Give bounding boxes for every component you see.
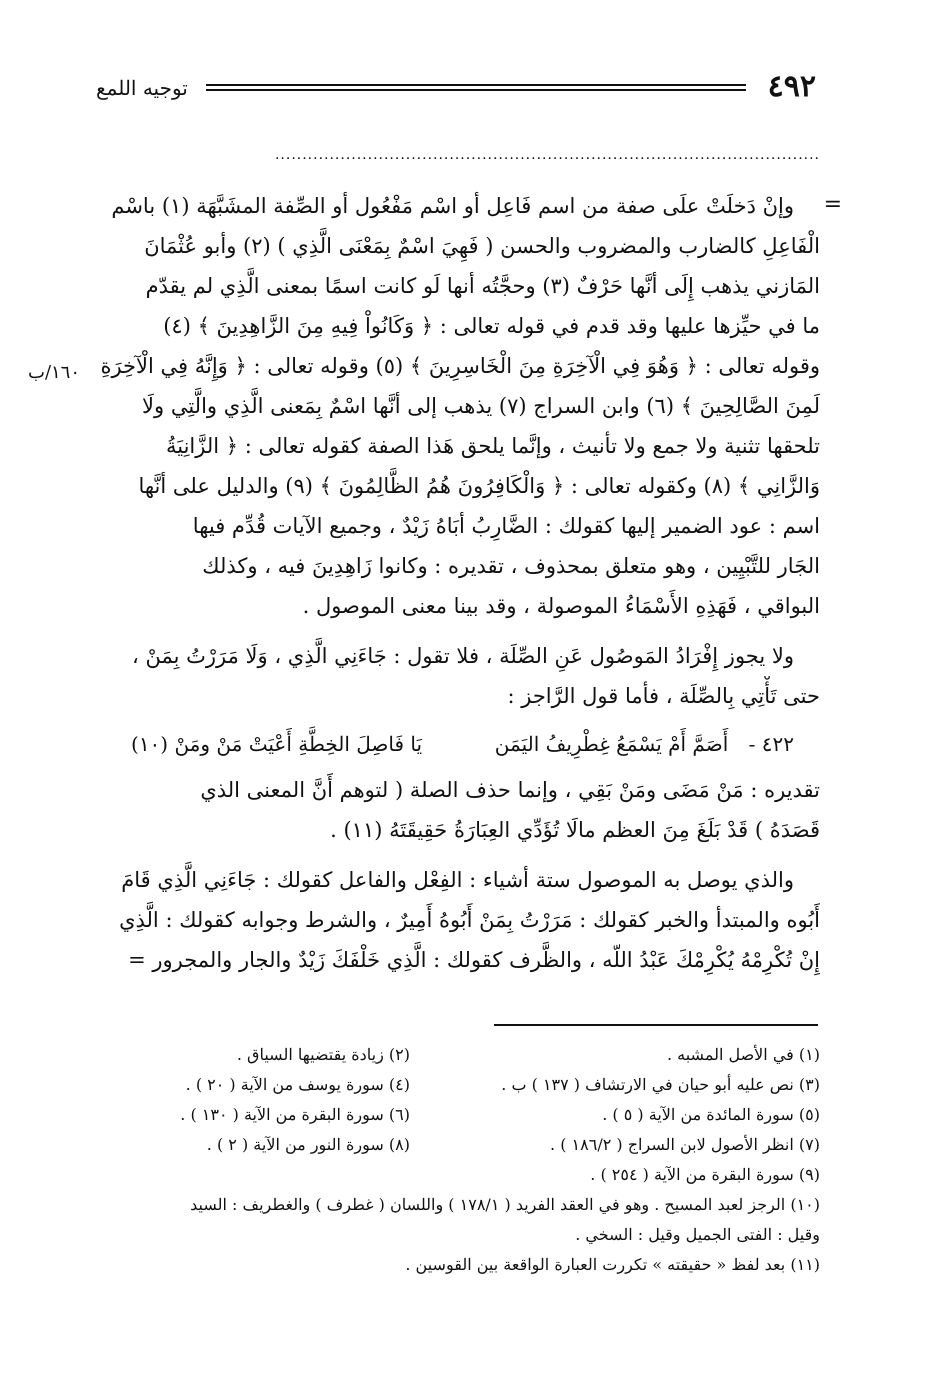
footnote: (٤) سورة يوسف من الآية ( ٢٠ ) .	[185, 1075, 410, 1094]
footnote-row	[104, 1070, 820, 1100]
text-line: الجَار للتَّبْيِين ، وهو متعلق بمحذوف ، تقديره : وكانوا زَاهِدِينَ فيه ، وكذلك	[202, 554, 820, 578]
footnotes	[104, 1040, 820, 1280]
header-rule	[206, 84, 746, 91]
text-line: إِنْ تُكْرِمْهُ يُكْرِمْكَ عَبْدُ اللّه ، والظَّرف كقولك : الَّذِي خَلْفَكَ زَيْدٌ والجار والمجرور =	[128, 948, 820, 972]
paragraph-1	[100, 186, 820, 626]
running-title: توجيه اللمع	[96, 76, 188, 100]
main-text	[100, 186, 820, 990]
footnote-separator	[494, 1024, 818, 1026]
verse-hemistich-second: يَا فَاصِلَ الخِطَّةِ أَعْيَتْ مَنْ ومَنْ (١٠)	[131, 732, 423, 756]
text-line: تلحقها تثنية ولا جمع ولا تأنيث ، وإنَّما يلحق هَذا الصفة كقوله تعالى : ﴿ الزَّانِيَةُ	[165, 434, 820, 458]
paragraph-3	[100, 770, 820, 850]
text-line: حتى تَأْتِي بِالصِّلَة ، فأما قول الرَّاجز :	[507, 684, 820, 708]
page-number: ٤٩٢	[767, 69, 816, 104]
text-line: البواقي ، فَهَذِهِ الأَسْمَاءُ الموصولة ، وقد بينا معنى الموصول .	[302, 594, 820, 618]
text-line: ولا يجوز إِفْرَادُ المَوصُول عَنِ الصِّلَة ، فلا تقول : جَاءَنِي الَّذِي ، وَلَا مَرَرْتُ بِمَنْ ،	[132, 644, 794, 668]
verse-number: ٤٢٢ -	[748, 732, 794, 756]
footnote-row	[104, 1040, 820, 1070]
text-line: والذي يوصل به الموصول ستة أشياء : الفِعْل والفاعل كقولك : جَاءَنِي الَّذِي قَامَ	[121, 868, 794, 892]
footnote-continuation: وقيل : الفتى الجميل وقيل : السخي .	[575, 1225, 820, 1244]
footnote: (٣) نص عليه أبو حيان في الارتشاف ( ١٣٧ ) ب .	[501, 1075, 820, 1094]
text-line: اسم : عود الضمير إليها كقولك : الضَّارِبُ أبَاهُ زَيْدٌ ، وجميع الآيات قُدِّم فيها	[192, 514, 820, 538]
footnote-row	[104, 1100, 820, 1130]
footnote: (٢) زيادة يقتضيها السياق .	[236, 1045, 410, 1064]
verse-hemistich-first: أَصَمَّ أَمْ يَسْمَعُ غِطْرِيفُ اليَمَن	[494, 732, 729, 756]
footnote: (٩) سورة البقرة من الآية ( ٢٥٤ ) .	[590, 1165, 820, 1184]
text-line: وإنْ دَخلَتْ علَى صفة من اسم فَاعِل أو اسْم مَفْعُول أو الصِّفة المشَبَّهَة (١) باسْم	[111, 194, 794, 218]
paragraph-4	[100, 860, 820, 980]
text-line: أَبُوه والمبتدأ والخبر كقولك : مَرَرْتُ بِمَنْ أَبُوهُ أَمِيرٌ ، والشرط وجوابه كقولك : الَّذِي	[119, 908, 820, 932]
footnote-row	[104, 1130, 820, 1160]
text-line: وقوله تعالى : ﴿ وَهُوَ فِي الْآخِرَةِ مِنَ الْخَاسِرِينَ ﴾ (٥) وقوله تعالى : ﴿ وَإِنَّهُ فِي الْآخِرَةِ	[100, 354, 820, 378]
text-line: تقديره : مَنْ مَضَى ومَنْ بَقِي ، وإنما حذف الصلة ( لتوهم أَنَّ المعنى الذي	[200, 778, 820, 802]
text-line: ما في حيِّزها عليها وقد قدم في قوله تعالى : ﴿ وَكَانُواْ فِيهِ مِنَ الزَّاهِدِينَ ﴾ (٤)	[163, 314, 820, 338]
continuation-marker: =	[823, 192, 842, 217]
manuscript-folio-note: ١٦٠/ب	[28, 362, 81, 383]
poetry-verse	[100, 726, 820, 762]
text-line: الْفَاعِلِ كالضارب والمضروب والحسن ( فَهِيَ اسْمٌ بِمَعْنَى الَّذِي ) (٢) وأبو عُثْمَانَ	[144, 234, 820, 258]
footnote: (٧) انظر الأصول لابن السراج ( ١٨٦/٢ ) .	[550, 1135, 820, 1154]
footnote: (٨) سورة النور من الآية ( ٢ ) .	[206, 1135, 410, 1154]
dotted-separator: ....................................................................................................	[274, 150, 820, 160]
paragraph-2	[100, 636, 820, 716]
footnote: (٦) سورة البقرة من الآية ( ١٣٠ ) .	[180, 1105, 410, 1124]
text-line: قَصَدَهُ ) قَدْ بَلَغَ مِنَ العظم مالَا تُؤَدِّي العِبَارَةُ حَقِيقَتَهُ (١١) .	[330, 818, 820, 842]
footnote: (١) في الأصل المشبه .	[666, 1045, 820, 1064]
page-header	[96, 70, 816, 106]
footnote: (١٠) الرجز لعبد المسيح . وهو في العقد الفريد ( ١٧٨/١ ) واللسان ( غطرف ) والغطريف : السيد	[190, 1195, 820, 1214]
text-line: لَمِنَ الصَّالِحِينَ ﴾ (٦) وابن السراج (٧) يذهب إلى أنَّها اسْمٌ بِمَعنى الَّذِي والَّتِي ولَا	[142, 394, 820, 418]
footnote: (١١) بعد لفظ « حقيقته » تكررت العبارة الواقعة بين القوسين .	[405, 1255, 820, 1274]
text-line: وَالزَّانِي ﴾ (٨) وكقوله تعالى : ﴿ وَالْكَافِرُونَ هُمُ الظَّالِمُونَ ﴾ (٩) والدليل على أنَّها	[138, 474, 820, 498]
text-line: المَازني يذهب إِلَى أنَّها حَرْفٌ (٣) وحجَّتُه أنها لَو كانت اسمًا بمعنى الَّذِي لم يقدّم	[145, 274, 820, 298]
footnote: (٥) سورة المائدة من الآية ( ٥ ) .	[602, 1105, 820, 1124]
